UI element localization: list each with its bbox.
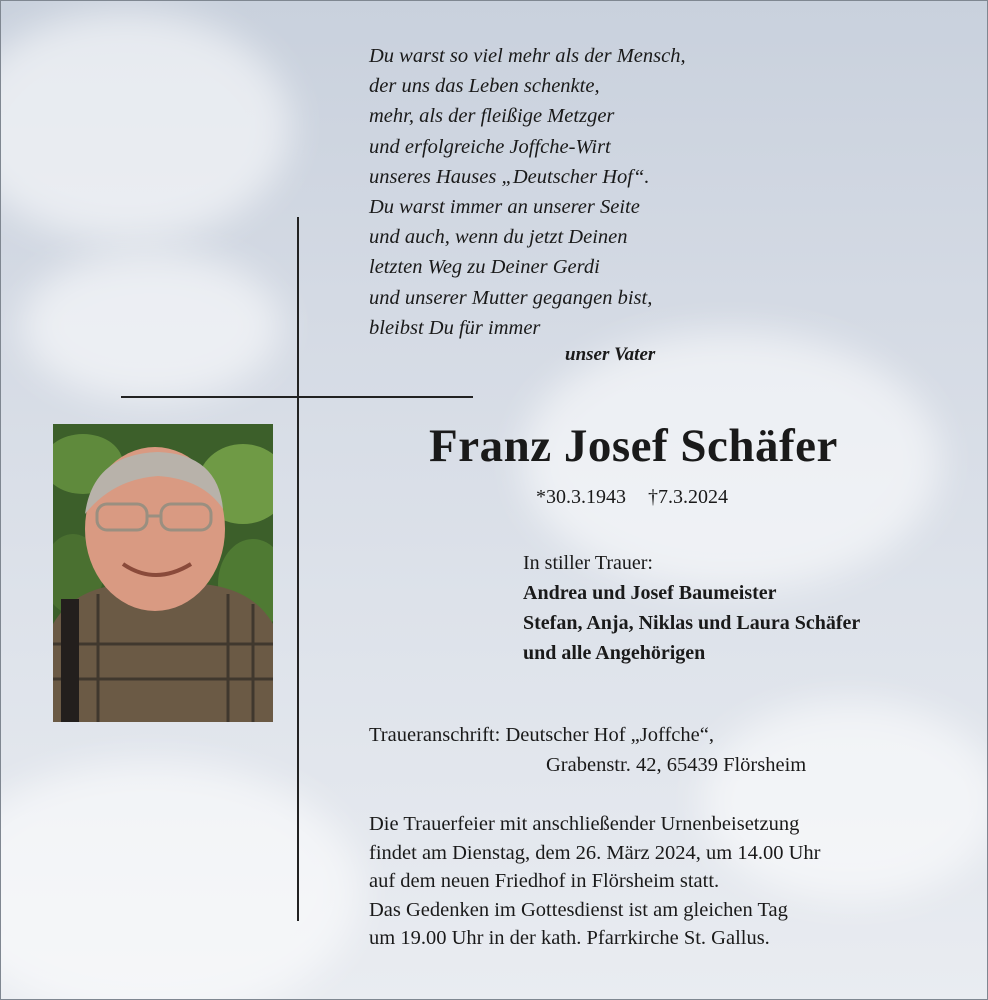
mourning-address xyxy=(369,720,806,780)
service-line: findet am Dienstag, dem 26. März 2024, um 14.00 Uhr xyxy=(369,841,821,864)
service-line: auf dem neuen Friedhof in Flörsheim statt. xyxy=(369,870,720,892)
poem-signature: unser Vater xyxy=(565,344,656,365)
funeral-service-info xyxy=(369,810,820,953)
poem-line: und auch, wenn du jetzt Deinen xyxy=(369,226,628,249)
service-line: um 19.00 Uhr in der kath. Pfarrkirche St. Gallus. xyxy=(369,927,770,949)
birth-date: *30.3.1943 xyxy=(536,486,626,508)
service-line: Die Trauerfeier mit anschließender Urnenbeisetzung xyxy=(369,813,800,835)
mourners-intro: In stiller Trauer: xyxy=(523,552,653,574)
mourner-line: Andrea und Josef Baumeister xyxy=(523,582,777,604)
mourner-line: und alle Angehörigen xyxy=(523,642,706,664)
mourner-line: Stefan, Anja, Niklas und Laura Schäfer xyxy=(523,612,861,634)
poem-line: und unserer Mutter gegangen bist, xyxy=(369,286,653,309)
poem-line: mehr, als der fleißige Metzger xyxy=(369,105,615,128)
portrait-illustration xyxy=(53,424,273,722)
cloud xyxy=(0,11,291,241)
life-dates xyxy=(536,486,728,509)
poem-line: unseres Hauses „Deutscher Hof“. xyxy=(369,165,650,188)
poem-line: der uns das Leben schenkte, xyxy=(369,75,600,98)
poem-line: Du warst immer an unserer Seite xyxy=(369,196,640,219)
portrait-photo xyxy=(53,424,273,722)
poem-line: letzten Weg zu Deiner Gerdi xyxy=(369,256,600,279)
mourners-block xyxy=(523,548,860,668)
service-line: Das Gedenken im Gottesdienst ist am gleichen Tag xyxy=(369,898,788,921)
poem-line: Du warst so viel mehr als der Mensch, xyxy=(369,45,686,67)
address-line: Grabenstr. 42, 65439 Flörsheim xyxy=(546,754,807,776)
cloud xyxy=(0,761,361,1000)
address-line: Traueranschrift: Deutscher Hof „Joffche“, xyxy=(369,724,714,746)
death-date: †7.3.2024 xyxy=(648,486,728,508)
deceased-name: Franz Josef Schäfer xyxy=(429,420,838,472)
cross-horizontal xyxy=(121,396,473,398)
cloud xyxy=(21,251,281,401)
poem-line: bleibst Du für immer xyxy=(369,316,541,339)
poem xyxy=(369,41,789,343)
cross-vertical xyxy=(297,217,299,921)
poem-line: und erfolgreiche Joffche-Wirt xyxy=(369,135,611,158)
